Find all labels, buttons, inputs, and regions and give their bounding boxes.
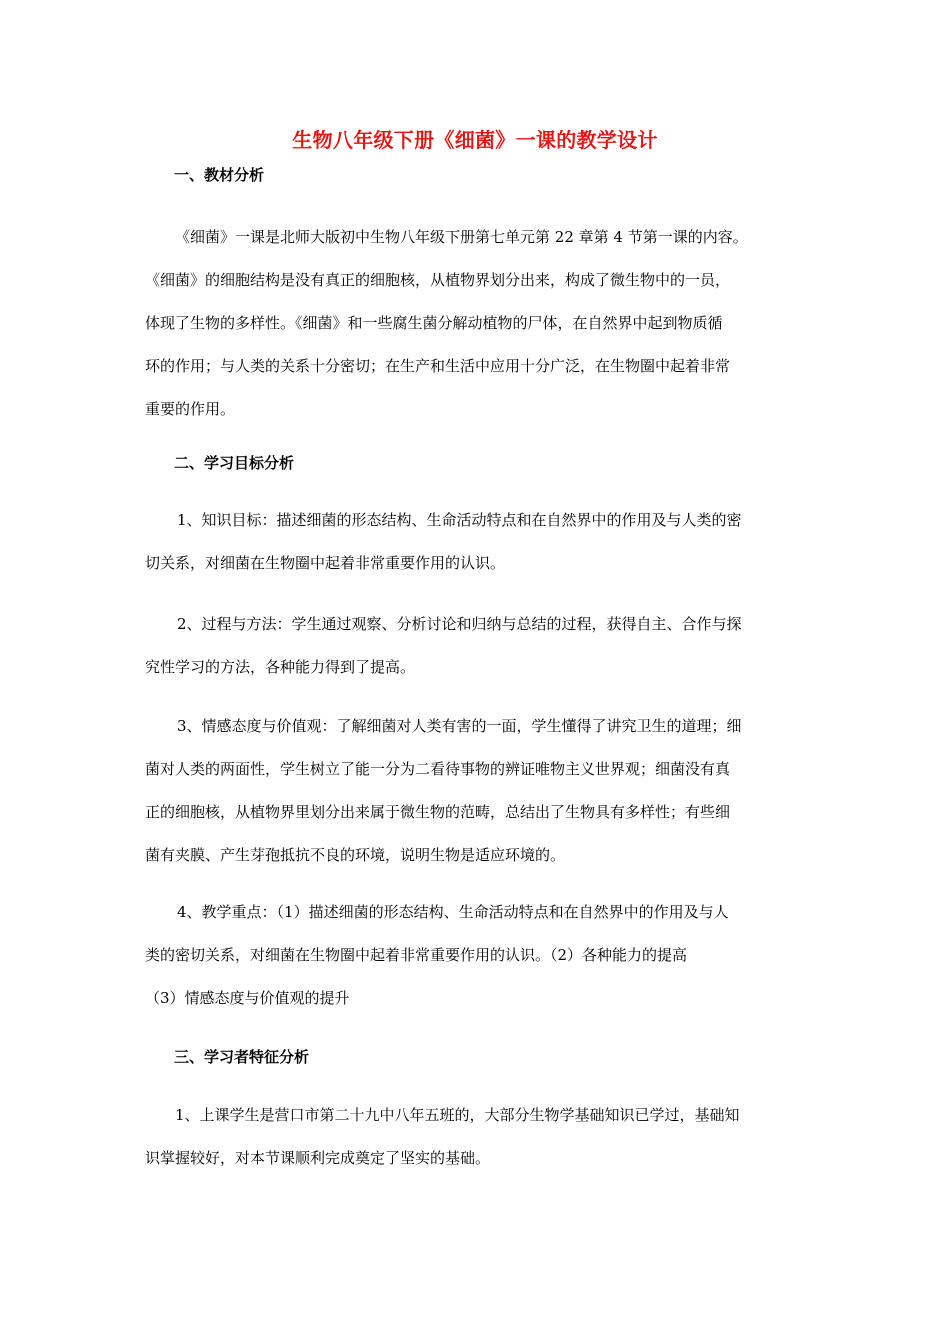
paragraph-process-method <box>145 603 807 689</box>
paragraph-line: 重要的作用。 <box>145 400 236 418</box>
paragraph-line: 正的细胞核，从植物界里划分出来属于微生物的范畴，总结出了生物具有多样性；有些细 <box>145 803 731 821</box>
section-heading-learner-analysis: 三、学习者特征分析 <box>174 1048 310 1066</box>
paragraph-line: 究性学习的方法，各种能力得到了提高。 <box>145 658 416 676</box>
paragraph-learner-characteristics <box>145 1094 807 1180</box>
paragraph-line: 4、教学重点：（1）描述细菌的形态结构、生命活动特点和在自然界中的作用及与人 <box>177 903 729 921</box>
paragraph-line: 菌对人类的两面性，学生树立了能一分为二看待事物的辨证唯物主义世界观；细菌没有真 <box>145 760 731 778</box>
paragraph-knowledge-objective <box>145 499 807 585</box>
paragraph-teaching-focus <box>145 891 807 1020</box>
section-heading-learning-objectives: 二、学习目标分析 <box>174 454 295 472</box>
paragraph-line: 2、过程与方法：学生通过观察、分析讨论和归纳与总结的过程，获得自主、合作与探 <box>177 615 742 633</box>
paragraph-line: 菌有夹膜、产生芽孢抵抗不良的环境，说明生物是适应环境的。 <box>145 846 566 864</box>
paragraph-line: （3）情感态度与价值观的提升 <box>145 989 350 1007</box>
paragraph-line: 3、情感态度与价值观：了解细菌对人类有害的一面，学生懂得了讲究卫生的道理；细 <box>177 717 742 735</box>
paragraph-textbook-analysis <box>145 216 807 431</box>
paragraph-line: 类的密切关系，对细菌在生物圈中起着非常重要作用的认识。（2）各种能力的提高 <box>145 946 688 964</box>
paragraph-line: 识掌握较好，对本节课顺利完成奠定了坚实的基础。 <box>145 1149 491 1167</box>
paragraph-line: 1、知识目标：描述细菌的形态结构、生命活动特点和在自然界中的作用及与人类的密 <box>177 511 742 529</box>
paragraph-line: 《细菌》一课是北师大版初中生物八年级下册第七单元第 22 章第 4 节第一课的内容。 <box>175 228 748 246</box>
paragraph-line: 1、上课学生是营口市第二十九中八年五班的，大部分生物学基础知识已学过，基础知 <box>175 1106 740 1124</box>
paragraph-line: 《细菌》的细胞结构是没有真正的细胞核，从植物界划分出来，构成了微生物中的一员， <box>145 271 731 289</box>
section-heading-textbook-analysis: 一、教材分析 <box>174 166 265 184</box>
paragraph-emotion-values <box>145 705 807 877</box>
document-title: 生物八年级下册《细菌》一课的教学设计 <box>292 128 658 152</box>
paragraph-line: 体现了生物的多样性。《细菌》和一些腐生菌分解动植物的尸体，在自然界中起到物质循 <box>145 314 723 332</box>
paragraph-line: 环的作用；与人类的关系十分密切；在生产和生活中应用十分广泛，在生物圈中起着非常 <box>145 357 731 375</box>
paragraph-line: 切关系，对细菌在生物圈中起着非常重要作用的认识。 <box>145 554 506 572</box>
